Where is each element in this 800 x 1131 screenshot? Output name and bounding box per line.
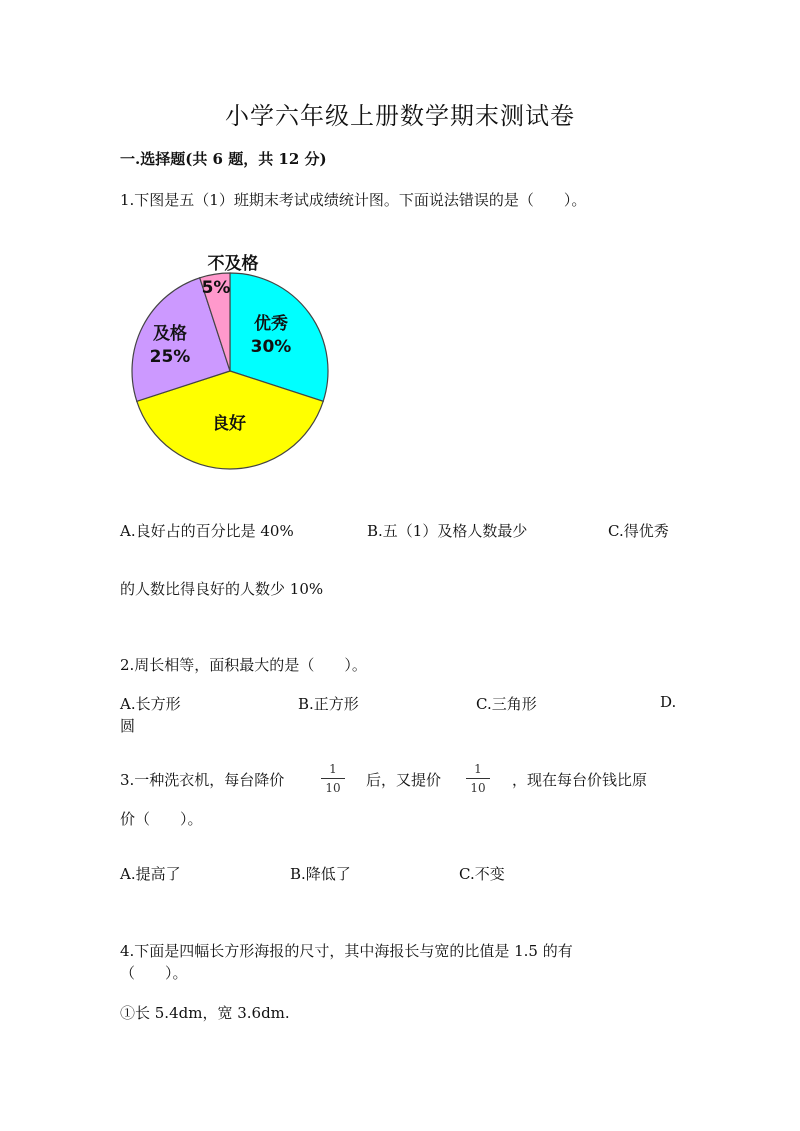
pie-label-pass-value: 25% <box>149 347 191 367</box>
fraction-2-denominator: 10 <box>470 781 486 795</box>
pie-chart <box>125 245 335 475</box>
pie-label-fail-name: 不及格 <box>207 254 259 274</box>
page-title: 小学六年级上册数学期末测试卷 <box>225 102 575 130</box>
question-1-option-a: A.良好占的百分比是 40% <box>120 522 294 540</box>
pie-label-excellent-value: 30% <box>250 337 292 357</box>
pie-label-excellent-name: 优秀 <box>254 314 288 334</box>
question-1-text: 1.下图是五（1）班期末考试成绩统计图。下面说法错误的是（ ）。 <box>120 191 587 209</box>
fraction-2-bar <box>466 778 490 779</box>
pie-label-fail-value: 5% <box>201 278 231 298</box>
fraction-1-bar <box>321 778 345 779</box>
question-4-text-line2: （ ）。 <box>120 964 188 982</box>
question-2-option-d: D. <box>660 693 677 711</box>
question-2-option-a: A.长方形 <box>120 695 181 713</box>
question-2-option-b: B.正方形 <box>298 695 359 713</box>
section-heading: 一.选择题(共 6 题，共 12 分) <box>120 150 327 168</box>
fraction-1-denominator: 10 <box>325 781 341 795</box>
question-3-text-part1: 3.一种洗衣机，每台降价 <box>120 771 285 789</box>
question-3-option-b: B.降低了 <box>290 865 351 883</box>
question-2-text: 2.周长相等，面积最大的是（ ）。 <box>120 656 367 674</box>
question-3-fraction-2 <box>466 762 490 795</box>
question-3-text-part3: ，现在每台价钱比原 <box>512 771 648 789</box>
question-3-fraction-1 <box>321 762 345 795</box>
question-1-option-b: B.五（1）及格人数最少 <box>367 522 528 540</box>
question-4-item-1: ①长 5.4dm，宽 3.6dm. <box>120 1004 290 1022</box>
question-4-text-line1: 4.下面是四幅长方形海报的尺寸，其中海报长与宽的比值是 1.5 的有 <box>120 942 573 960</box>
pie-label-pass-name: 及格 <box>153 324 187 344</box>
question-1-option-c: C.得优秀 <box>608 522 669 540</box>
fraction-2-numerator: 1 <box>474 762 482 776</box>
question-2-option-c: C.三角形 <box>476 695 537 713</box>
question-3-option-c: C.不变 <box>459 865 505 883</box>
question-3-text-part2: 后，又提价 <box>366 771 442 789</box>
question-2-option-d-continued: 圆 <box>120 717 136 735</box>
pie-label-good-name: 良好 <box>212 414 246 434</box>
fraction-1-numerator: 1 <box>329 762 337 776</box>
question-1-option-c-continued: 的人数比得良好的人数少 10% <box>120 580 324 598</box>
question-3-option-a: A.提高了 <box>120 865 181 883</box>
pie-chart-svg <box>125 245 335 475</box>
question-3-text-part4: 价（ ）。 <box>120 810 203 828</box>
